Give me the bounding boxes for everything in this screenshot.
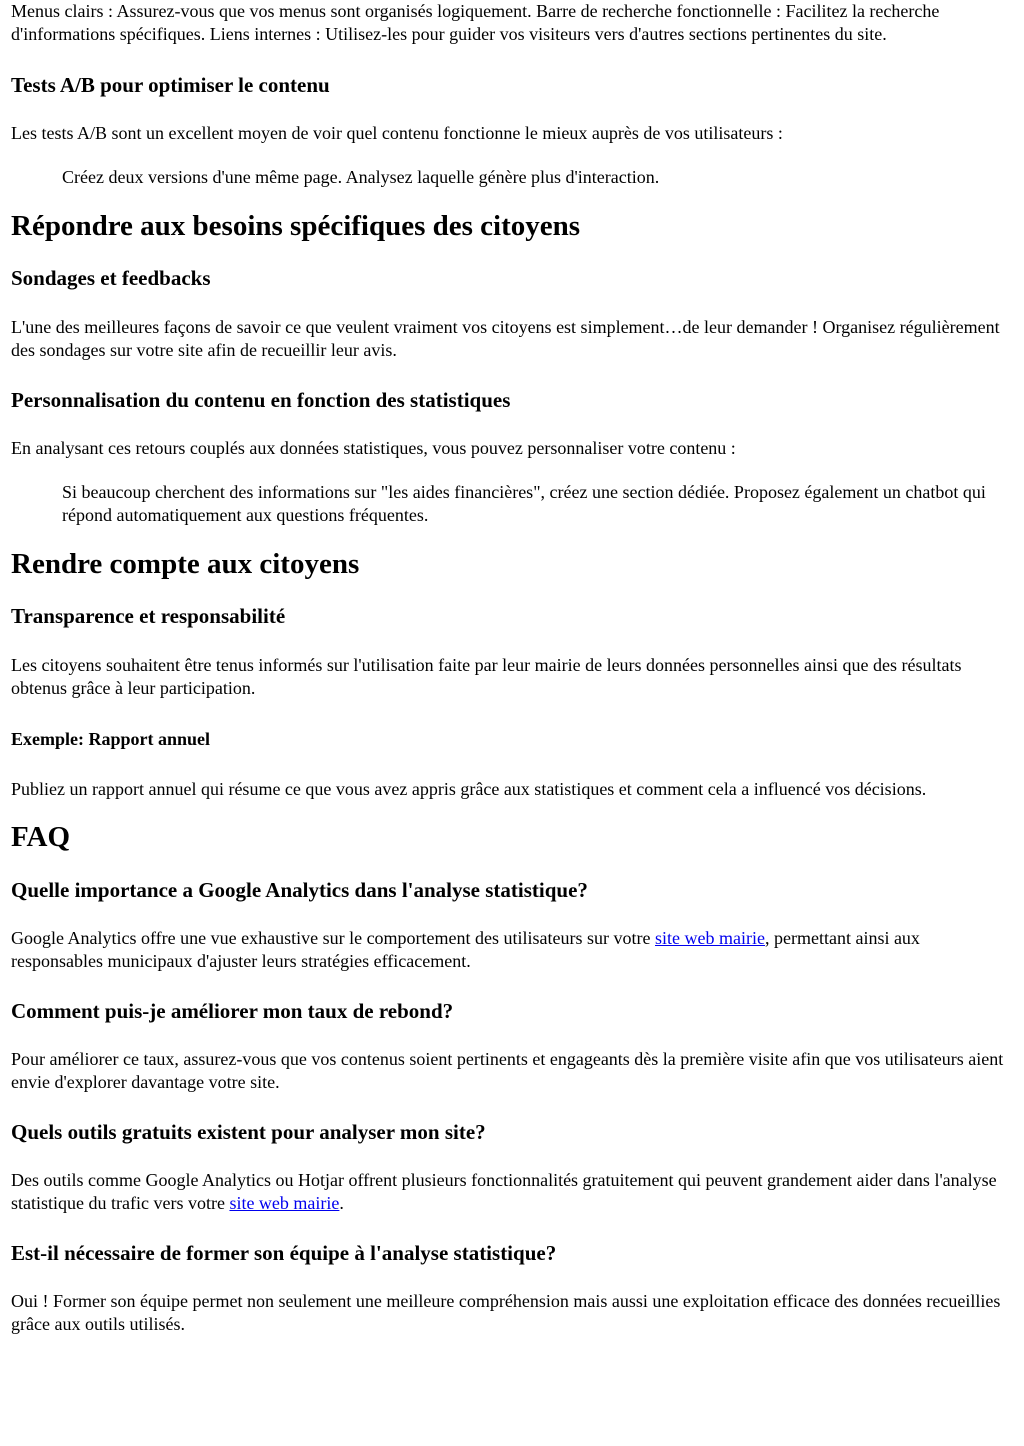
personalization-paragraph: En analysant ces retours couplés aux données statistiques, vous pouvez personnaliser votre contenu : (11, 438, 736, 458)
needs-heading: Répondre aux besoins spécifiques des citoyens (11, 210, 581, 242)
faq-question-4: Est-il nécessaire de former son équipe à l'analyse statistique? (11, 1241, 557, 1265)
surveys-paragraph: L'une des meilleures façons de savoir ce que veulent vraiment vos citoyens est simplement…de leur demander ! Organisez régulièrement des sondages sur votre site afin de recueillir leur avis. (11, 317, 1000, 360)
ab-testing-quote: Créez deux versions d'une même page. Analysez laquelle génère plus d'interaction. (62, 167, 660, 187)
site-web-mairie-link-2[interactable]: site web mairie (229, 1193, 340, 1213)
accountability-heading: Rendre compte aux citoyens (11, 548, 360, 580)
faq-answer-3-text: Des outils comme Google Analytics ou Hotjar offrent plusieurs fonctionnalités gratuitement qui peuvent grandement aider dans l'analyse statistique du trafic vers votre (11, 1170, 997, 1213)
transparency-paragraph: Les citoyens souhaitent être tenus informés sur l'utilisation faite par leur mairie de leurs données personnelles ainsi que des résultats obtenus grâce à leur participation. (11, 655, 962, 698)
ab-testing-paragraph: Les tests A/B sont un excellent moyen de voir quel contenu fonctionne le mieux auprès de vos utilisateurs : (11, 123, 783, 143)
faq-answer-1-text: Google Analytics offre une vue exhaustive sur le comportement des utilisateurs sur votre (11, 928, 656, 948)
intro-paragraph: Menus clairs : Assurez-vous que vos menus sont organisés logiquement. Barre de recherche fonctionnelle : Facilitez la recherche d'informations spécifiques. Liens internes : Utilisez-les pour guider vos visiteurs vers d'autres sections pertinentes du site. (11, 1, 940, 44)
annual-report-heading: Exemple: Rapport annuel (11, 729, 211, 749)
personalization-heading: Personnalisation du contenu en fonction des statistiques (11, 388, 511, 412)
annual-report-paragraph: Publiez un rapport annuel qui résume ce que vous avez appris grâce aux statistiques et comment cela a influencé vos décisions. (11, 779, 927, 799)
faq-answer-2: Pour améliorer ce taux, assurez-vous que vos contenus soient pertinents et engageants dès la première visite afin que vos utilisateurs aient envie d'explorer davantage votre site. (11, 1049, 1004, 1092)
faq-question-3: Quels outils gratuits existent pour analyser mon site? (11, 1120, 486, 1144)
faq-answer-3 (11, 1169, 1013, 1215)
faq-question-2: Comment puis-je améliorer mon taux de rebond? (11, 999, 454, 1023)
faq-answer-1 (11, 927, 1013, 973)
surveys-heading: Sondages et feedbacks (11, 266, 211, 290)
personalization-quote: Si beaucoup cherchent des informations sur "les aides financières", créez une section dédiée. Proposez également un chatbot qui répond automatiquement aux questions fréquentes. (62, 482, 986, 525)
faq-answer-1-text-end: , permettant ainsi aux responsables municipaux d'ajuster leurs stratégies efficacement. (11, 928, 920, 971)
faq-answer-3-text-end: . (339, 1193, 344, 1213)
transparency-heading: Transparence et responsabilité (11, 604, 286, 628)
faq-answer-4: Oui ! Former son équipe permet non seulement une meilleure compréhension mais aussi une exploitation efficace des données recueillies grâce aux outils utilisés. (11, 1291, 1001, 1334)
ab-testing-heading: Tests A/B pour optimiser le contenu (11, 73, 330, 97)
faq-heading: FAQ (11, 821, 71, 853)
faq-question-1: Quelle importance a Google Analytics dans l'analyse statistique? (11, 878, 588, 902)
site-web-mairie-link[interactable]: site web mairie (655, 928, 765, 948)
